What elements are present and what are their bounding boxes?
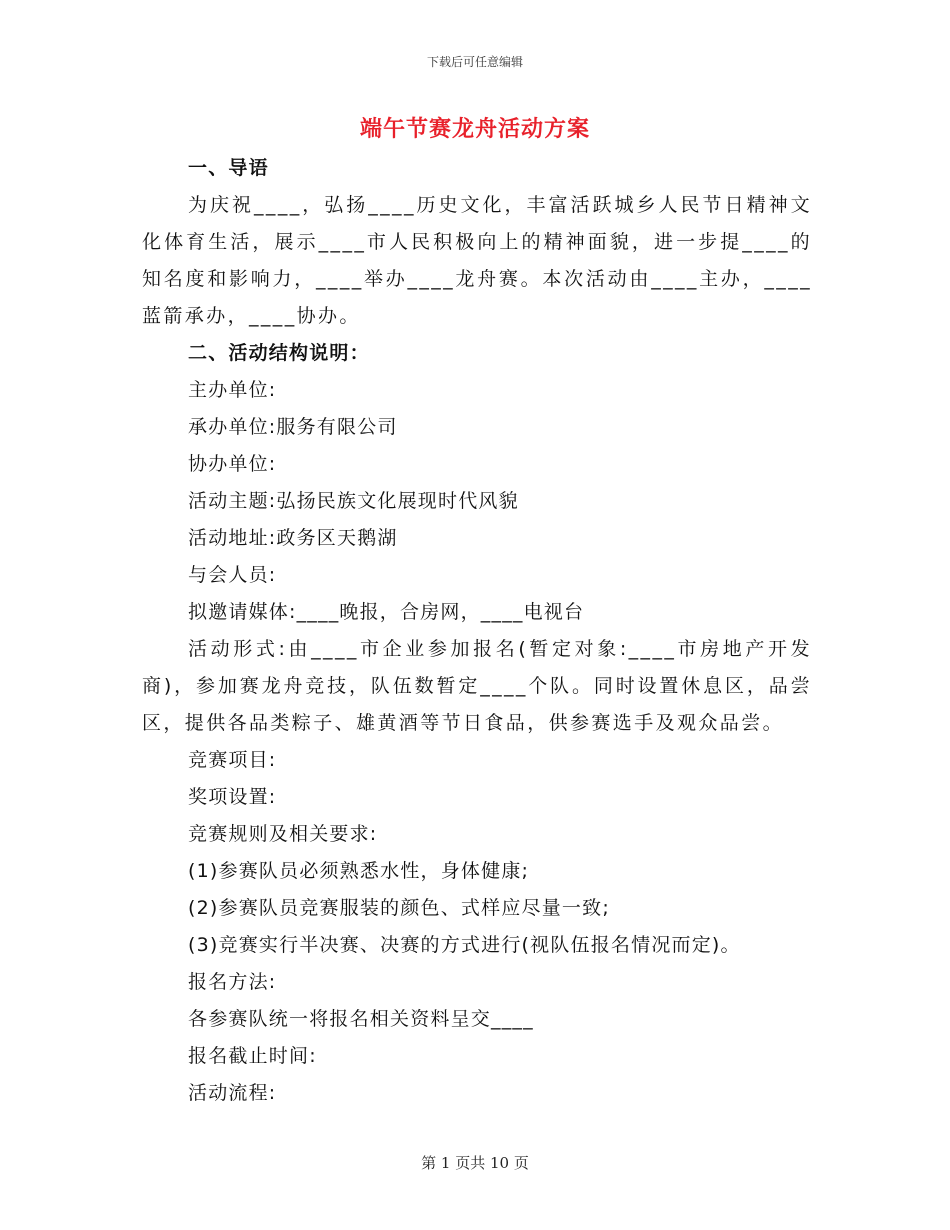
list-item: 拟邀请媒体:____晚报，合房网，____电视台 (188, 601, 585, 623)
list-item: 报名方法: (188, 971, 277, 993)
document-title: 端午节赛龙舟活动方案 (359, 116, 590, 142)
activity-form-paragraph: 活动形式:由____市企业参加报名(暂定对象:____市房地产开发商)，参加赛龙舟竞技，队伍数暂定____个队。同时设置休息区，品尝区，提供各品类粽子、雄黄酒等节日食品，供参赛选手及观众品尝。 (142, 638, 812, 734)
rule-item: (3)竞赛实行半决赛、决赛的方式进行(视队伍报名情况而定)。 (188, 934, 741, 956)
list-item: 与会人员: (188, 564, 277, 586)
list-item: 竞赛项目: (188, 749, 277, 771)
rule-item: (2)参赛队员竞赛服装的颜色、式样应尽量一致; (188, 897, 610, 919)
page-footer: 第 1 页共 10 页 (421, 1154, 529, 1172)
document-body (142, 150, 812, 1112)
list-item: 主办单位: (188, 379, 277, 401)
list-item: 协办单位: (188, 453, 277, 475)
list-item: 活动流程: (188, 1082, 277, 1104)
list-item: 报名截止时间: (188, 1045, 317, 1067)
section-heading-structure: 二、活动结构说明： (188, 342, 370, 364)
rule-item: (1)参赛队员必须熟悉水性，身体健康; (188, 860, 530, 882)
list-item: 承办单位:服务有限公司 (188, 416, 398, 438)
list-item: 竞赛规则及相关要求: (188, 823, 378, 845)
list-item: 活动地址:政务区天鹅湖 (188, 527, 398, 549)
header-note: 下载后可任意编辑 (426, 55, 523, 69)
list-item: 活动主题:弘扬民族文化展现时代风貌 (188, 490, 519, 512)
list-item: 各参赛队统一将报名相关资料呈交____ (188, 1008, 534, 1030)
section-heading-intro: 一、导语 (188, 157, 269, 179)
intro-paragraph: 为庆祝____，弘扬____历史文化，丰富活跃城乡人民节日精神文化体育生活，展示____市人民积极向上的精神面貌，进一步提____的知名度和影响力，____举办____龙舟赛。本次活动由____主办，____蓝箭承办，____协办。 (142, 194, 812, 327)
list-item: 奖项设置: (188, 786, 277, 808)
